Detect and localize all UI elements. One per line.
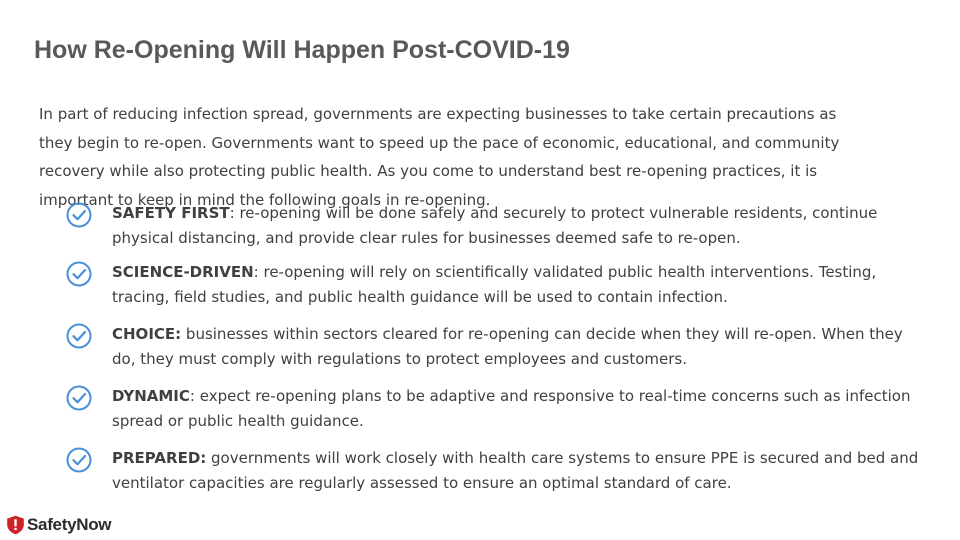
shield-icon (6, 515, 25, 535)
goal-description: : re-opening will be done safely and securely to protect vulnerable residents, continue physical distancing, and provide clear rules for businesses deemed safe to re-open. (112, 204, 878, 247)
checkmark-circle-icon (66, 447, 92, 473)
goal-label: PREPARED: (112, 449, 207, 467)
goal-label: SCIENCE-DRIVEN (112, 263, 254, 281)
goal-description: governments will work closely with health care systems to ensure PPE is secured and bed and ventilator capacities are regularly assessed to ensure an optimal standard of care. (112, 449, 919, 492)
goal-description: : expect re-opening plans to be adaptive and responsive to real-time concerns such as infection spread or public health guidance. (112, 387, 911, 430)
checkmark-circle-icon (66, 261, 92, 287)
logo-brand-text: SafetyNow (27, 515, 112, 534)
checkmark-circle-icon (66, 202, 92, 228)
checkmark-circle-icon (66, 385, 92, 411)
goal-text (112, 384, 922, 434)
checkmark-circle-icon (66, 323, 92, 349)
goal-label: CHOICE: (112, 325, 182, 343)
intro-paragraph: In part of reducing infection spread, governments are expecting businesses to take certain precautions as they begin to re-open. Governments want to speed up the pace of economic, educational, and community recovery while also protecting public health. As you come to understand best re-opening practices, it is important to keep in mind the following goals in re-opening. (39, 105, 840, 209)
goal-text (112, 322, 922, 372)
goal-description: businesses within sectors cleared for re-opening can decide when they will re-open. When they do, they must comply with regulations to protect employees and customers. (112, 325, 903, 368)
goal-text (112, 260, 922, 310)
goal-text (112, 201, 922, 251)
safetynow-logo (6, 514, 111, 536)
goal-label: DYNAMIC (112, 387, 190, 405)
goal-label: SAFETY FIRST (112, 204, 230, 222)
goal-text (112, 446, 922, 496)
goal-description: : re-opening will rely on scientifically validated public health interventions. Testing, tracing, field studies, and public health guidance will be used to contain infection. (112, 263, 877, 306)
page-title: How Re-Opening Will Happen Post-COVID-19 (34, 36, 570, 64)
